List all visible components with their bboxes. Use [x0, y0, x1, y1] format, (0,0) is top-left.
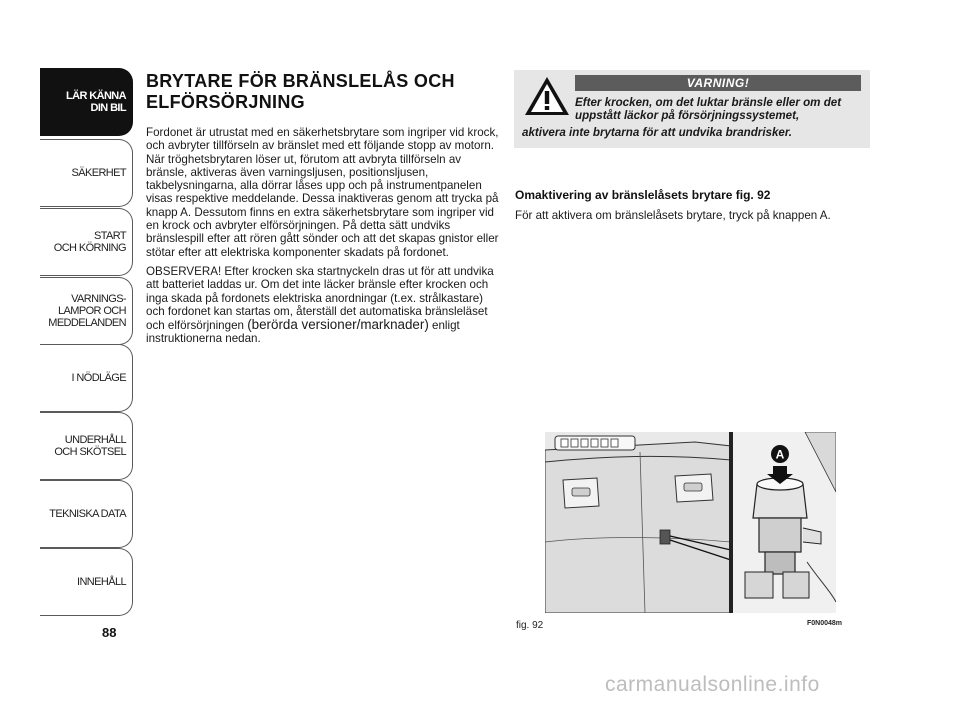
figure-fig-92	[545, 432, 836, 613]
tab-start-och-korning[interactable]: START OCH KÖRNING	[40, 208, 133, 276]
article-body	[146, 126, 502, 352]
watermark: carmanualsonline.info	[605, 673, 820, 696]
tab-i-nodlage[interactable]: I NÖDLÄGE	[40, 344, 133, 412]
section-title: BRYTARE FÖR BRÄNSLELÅS OCH ELFÖRSÖRJNING	[146, 71, 455, 112]
versions-note: (berörda versioner/marknader)	[247, 317, 429, 333]
tab-sakerhet[interactable]: SÄKERHET	[40, 139, 133, 207]
paragraph: Fordonet är utrustat med en säkerhetsbrytare som ingriper vid krock, och avbryter tillförseln av bränslet med ett följande stopp av motorn. När tröghetsbrytaren löser ut, förutom att avbryta tillförseln av bränsle, aktiveras även varningsljusen, positionsljusen, takbelysningarna, alla dörrar låses upp och på instrumentpanelen visas respektive meddelande. Dessa inaktiveras genom att trycka på knapp A. Dessutom finns en extra säkerhetsbrytare som ingriper vid en krock och avbryter elförsörjningen. På detta sätt undviks bränslespill efter att rören gått sönder och att det skapas gnistor eller stötar efter att elektriska komponenter skadats på fordonet.	[146, 126, 499, 259]
figure-caption: fig. 92	[516, 620, 544, 631]
page-number: 88	[102, 625, 117, 640]
fuel-cutoff-illustration	[545, 432, 836, 613]
paragraph	[146, 265, 502, 346]
tab-underhall-och-skotsel[interactable]: UNDERHÅLL OCH SKÖTSEL	[40, 412, 133, 480]
figure-code: F0N0048m	[807, 620, 843, 627]
warning-triangle-icon	[523, 75, 571, 117]
paragraph-text: OBSERVERA! Efter krocken ska startnyckeln dras ut för att undvika att batteriet laddas ur. Om det inte läcker bränsle efter krocken och inga skada på fordonets elektriska anordningar (t.ex. strålkastare) och fordonet kan startas om, återställ det automatiska bränsleläset och elförsörjningen	[146, 264, 494, 333]
tab-varningslampor[interactable]: VARNINGS- LAMPOR OCH MEDDELANDEN	[40, 277, 133, 345]
paragraph-text: enligt instruktionerna nedan.	[146, 319, 460, 346]
warning-header: VARNING!	[575, 75, 861, 91]
tab-innehall[interactable]: INNEHÅLL	[40, 548, 133, 616]
warning-box	[514, 70, 870, 148]
tab-tekniska-data[interactable]: TEKNISKA DATA	[40, 480, 133, 548]
subsection-heading: Omaktivering av bränslelåsets brytare fig. 92	[515, 188, 771, 202]
tab-lar-kanna-din-bil[interactable]: LÄR KÄNNA DIN BIL	[40, 68, 133, 136]
warning-text: Efter krocken, om det luktar bränsle eller om det uppstått läckor på försörjningssystemet,	[575, 96, 842, 122]
instruction-text: För att aktivera om bränslelåsets brytare, tryck på knappen A.	[515, 209, 831, 222]
warning-text: aktivera inte brytarna för att undvika brandrisker.	[522, 126, 792, 139]
figure-label-a: A	[775, 447, 785, 462]
